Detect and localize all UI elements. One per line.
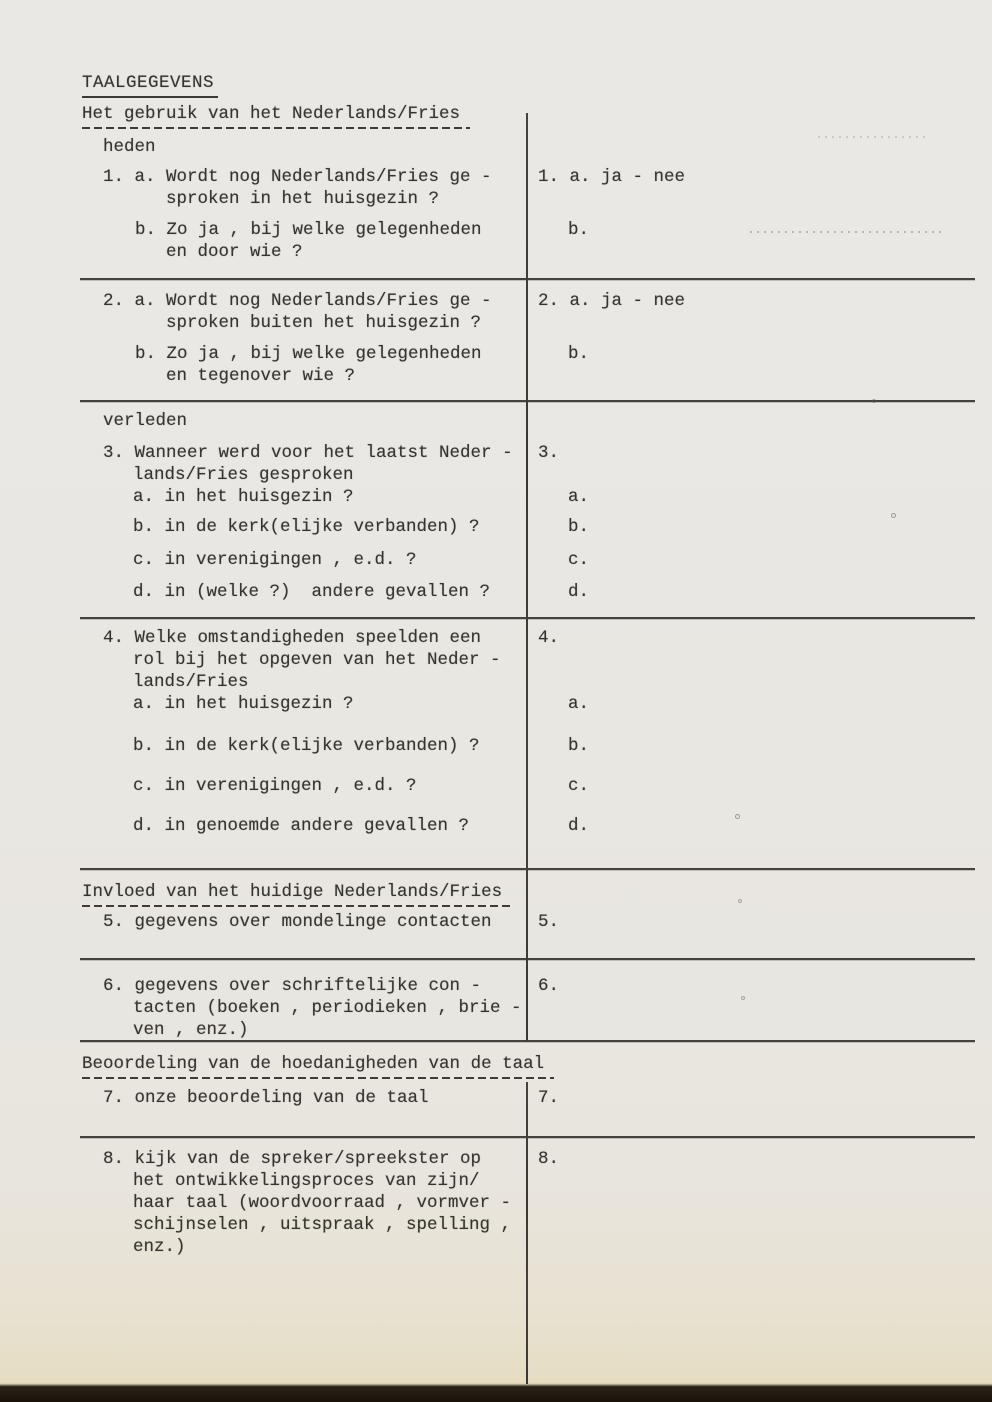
question-line — [82, 735, 974, 757]
section-heading-invloed: Invloed van het huidige Nederlands/Fries — [82, 881, 512, 907]
answer-3d-label: d. — [568, 582, 590, 602]
question-line — [82, 581, 974, 603]
scan-speck — [741, 996, 745, 1000]
section-heading-gebruik: Het gebruik van het Nederlands/Fries — [82, 103, 470, 129]
answer-4b-label: b. — [568, 736, 590, 756]
question-line — [82, 1019, 974, 1041]
question-line — [82, 290, 974, 312]
question-3b-text: b. in de kerk(elijke verbanden) ? — [133, 517, 480, 537]
question-2-text-cont: sproken buiten het huisgezin ? — [166, 313, 482, 333]
answer-6-label: 6. — [538, 976, 560, 996]
scan-speck — [738, 899, 742, 903]
answer-8-label: 8. — [538, 1149, 560, 1169]
question-line — [82, 775, 974, 797]
question-4a-text: a. in het huisgezin ? — [133, 694, 354, 714]
question-line — [82, 486, 974, 508]
scan-speck — [891, 513, 896, 518]
answer-4c-label: c. — [568, 776, 590, 796]
question-3d-text: d. in (welke ?) andere gevallen ? — [133, 582, 491, 602]
question-2-text: 2. a. Wordt nog Nederlands/Fries ge - — [103, 291, 492, 311]
question-line — [82, 627, 974, 649]
question-6-row — [82, 975, 974, 1041]
answer-4d-label: d. — [568, 816, 590, 836]
question-3-text-cont: lands/Fries gesproken — [133, 465, 354, 485]
question-line — [82, 693, 974, 715]
question-line — [82, 1214, 974, 1236]
question-8-text-cont4: enz.) — [133, 1237, 186, 1257]
question-line — [82, 997, 974, 1019]
question-line — [82, 1087, 974, 1109]
question-4-row — [82, 627, 974, 837]
answer-3b-label: b. — [568, 517, 590, 537]
column-divider-line — [526, 113, 528, 1041]
question-2-row — [82, 290, 974, 387]
label-verleden: verleden — [103, 411, 188, 431]
question-line — [82, 442, 974, 464]
question-7-row — [82, 1087, 974, 1109]
question-line — [82, 1148, 974, 1170]
question-6-text: 6. gegevens over schriftelijke con - — [103, 976, 482, 996]
question-1b-text: b. Zo ja , bij welke gelegenheden — [135, 220, 482, 240]
question-line — [82, 365, 974, 387]
question-4d-text: d. in genoemde andere gevallen ? — [133, 816, 470, 836]
section-heading-beoordeling: Beoordeling van de hoedanigheden van de taal — [82, 1053, 554, 1079]
answer-1b-label: b. — [568, 220, 590, 240]
page-title: TAALGEGEVENS — [82, 72, 218, 98]
question-1-text: 1. a. Wordt nog Nederlands/Fries ge - — [103, 167, 492, 187]
question-4-text: 4. Welke omstandigheden speelden een — [103, 628, 482, 648]
question-8-text: 8. kijk van de spreker/spreekster op — [103, 1149, 482, 1169]
question-4b-text: b. in de kerk(elijke verbanden) ? — [133, 736, 480, 756]
question-line — [82, 166, 974, 188]
question-line — [82, 188, 974, 210]
question-3-row — [82, 442, 974, 603]
question-line — [82, 1170, 974, 1192]
question-1-row — [82, 166, 974, 263]
scan-smudge — [818, 136, 928, 138]
question-line — [82, 312, 974, 334]
column-divider-line — [526, 1082, 528, 1384]
question-6-text-cont2: ven , enz.) — [133, 1020, 249, 1040]
question-8-text-cont: het ontwikkelingsproces van zijn/ — [133, 1171, 480, 1191]
question-8-text-cont2: haar taal (woordvoorraad , vormver - — [133, 1193, 512, 1213]
question-8-text-cont3: schijnselen , uitspraak , spelling , — [133, 1215, 512, 1235]
question-3c-text: c. in verenigingen , e.d. ? — [133, 550, 417, 570]
question-line — [82, 219, 974, 241]
question-line — [82, 516, 974, 538]
question-line — [82, 649, 974, 671]
answer-2a-label: 2. a. ja - nee — [538, 291, 686, 311]
scan-speck — [872, 399, 876, 403]
question-2b-text-cont: en tegenover wie ? — [166, 366, 356, 386]
question-3-text: 3. Wanneer werd voor het laatst Neder - — [103, 443, 513, 463]
question-line — [82, 911, 974, 933]
question-3a-text: a. in het huisgezin ? — [133, 487, 354, 507]
answer-3a-label: a. — [568, 487, 590, 507]
answer-4a-label: a. — [568, 694, 590, 714]
question-4-text-cont: rol bij het opgeven van het Neder - — [133, 650, 501, 670]
answer-3-label: 3. — [538, 443, 560, 463]
question-line — [82, 241, 974, 263]
answer-4-label: 4. — [538, 628, 560, 648]
answer-7-label: 7. — [538, 1088, 560, 1108]
question-5-text: 5. gegevens over mondelinge contacten — [103, 912, 492, 932]
answer-5-label: 5. — [538, 912, 560, 932]
scan-speck — [735, 814, 740, 819]
question-line — [82, 815, 974, 837]
question-line — [82, 1192, 974, 1214]
scan-smudge — [750, 231, 945, 233]
question-1-text-cont: sproken in het huisgezin ? — [166, 189, 440, 209]
question-line — [82, 464, 974, 486]
question-4c-text: c. in verenigingen , e.d. ? — [133, 776, 417, 796]
question-4-text-cont2: lands/Fries — [133, 672, 249, 692]
question-line — [82, 1236, 974, 1258]
answer-1a-label: 1. a. ja - nee — [538, 167, 686, 187]
question-line — [82, 549, 974, 571]
question-2b-text: b. Zo ja , bij welke gelegenheden — [135, 344, 482, 364]
question-line — [82, 671, 974, 693]
question-7-text: 7. onze beoordeling van de taal — [103, 1088, 429, 1108]
question-line — [82, 343, 974, 365]
answer-2b-label: b. — [568, 344, 590, 364]
question-5-row — [82, 911, 974, 933]
question-6-text-cont: tacten (boeken , periodieken , brie - — [133, 998, 522, 1018]
label-heden: heden — [103, 137, 156, 157]
question-1b-text-cont: en door wie ? — [166, 242, 303, 262]
question-line — [82, 975, 974, 997]
question-8-row — [82, 1148, 974, 1258]
answer-3c-label: c. — [568, 550, 590, 570]
